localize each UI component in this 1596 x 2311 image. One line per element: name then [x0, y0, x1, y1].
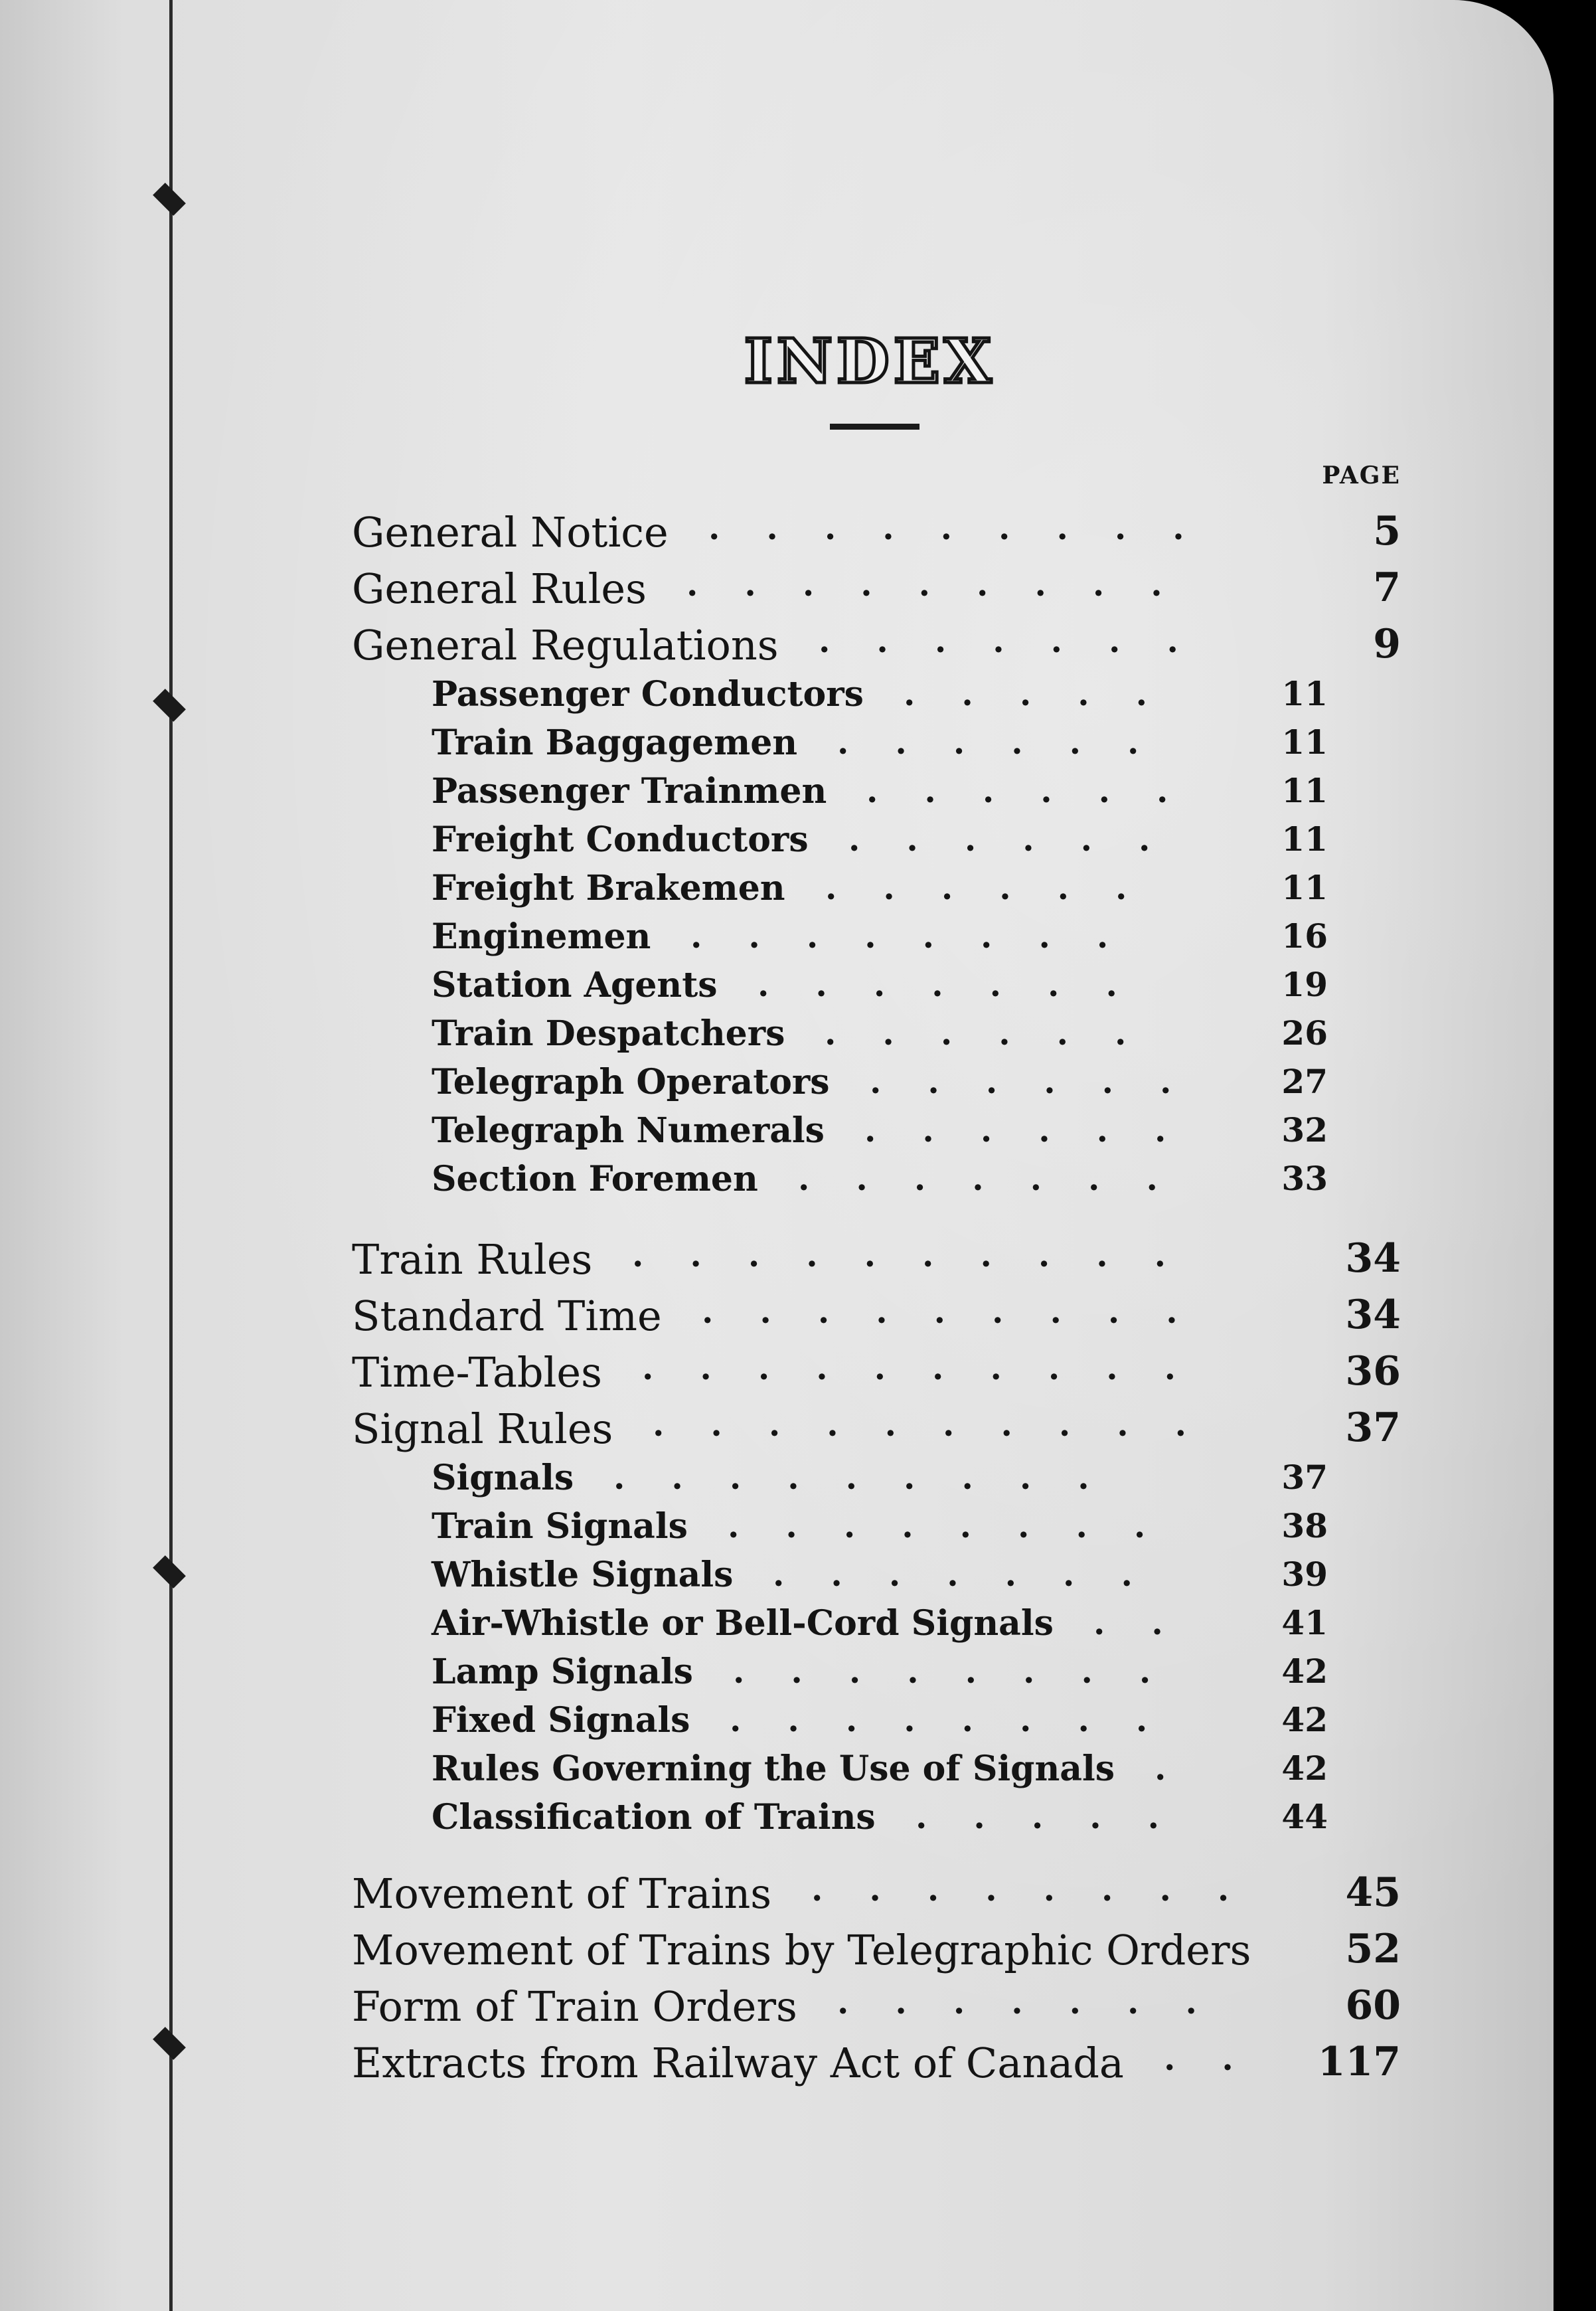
page-column-header: PAGE — [1322, 462, 1401, 489]
leader-dots: ...... — [848, 819, 1197, 859]
index-subentry — [0, 1506, 1554, 1559]
entry-label: Rules Governing the Use of Signals — [432, 1749, 1115, 1789]
entry-label: General Regulations — [352, 621, 779, 669]
index-entry — [0, 1405, 1554, 1458]
entry-label: Telegraph Numerals — [432, 1110, 825, 1151]
entry-page-number: 42 — [1281, 1652, 1328, 1691]
entry-label: General Notice — [352, 508, 669, 556]
leader-dots: ....... — [837, 1982, 1243, 2021]
entry-page-number: 42 — [1281, 1749, 1328, 1788]
leader-dots: ........ — [730, 1700, 1194, 1739]
leader-dots: ........ — [728, 1506, 1192, 1545]
leader-dots: ...... — [870, 1062, 1218, 1101]
index-entry — [0, 508, 1554, 561]
entry-label: Standard Time — [352, 1292, 662, 1340]
entry-page-number: 11 — [1281, 819, 1328, 859]
entry-page-number: 11 — [1281, 868, 1328, 907]
entry-label: Form of Train Orders — [352, 1982, 797, 2031]
leader-dots: ...... — [825, 1013, 1173, 1053]
entry-page-number: 45 — [1345, 1869, 1401, 1916]
entry-page-number: 117 — [1317, 2039, 1401, 2085]
leader-dots: ......... — [702, 1292, 1224, 1331]
entry-page-number: 37 — [1345, 1405, 1401, 1451]
leader-dots: ...... — [864, 1110, 1213, 1150]
leader-dots: ........ — [811, 1869, 1276, 1909]
leader-dots: ......... — [613, 1458, 1136, 1497]
index-subentry — [0, 1797, 1554, 1850]
entry-page-number: 27 — [1281, 1062, 1328, 1101]
entry-page-number: 16 — [1281, 916, 1328, 956]
index-subentry — [0, 1110, 1554, 1163]
leader-dots: .......... — [653, 1405, 1234, 1444]
entry-label: Lamp Signals — [432, 1652, 693, 1692]
leader-dots: .......... — [642, 1348, 1223, 1387]
entry-page-number: 60 — [1345, 1982, 1401, 2029]
index-subentry — [0, 771, 1554, 824]
leader-dots: ...... — [837, 723, 1186, 762]
entry-label: Air-Whistle or Bell-Cord Signals — [432, 1603, 1054, 1644]
index-subentry — [0, 916, 1554, 970]
index-entry — [0, 564, 1554, 618]
index-subentry — [0, 1700, 1554, 1753]
entry-page-number: 7 — [1373, 564, 1401, 611]
index-entry — [0, 621, 1554, 674]
binding-ornament-icon — [153, 183, 186, 216]
leader-dots: ........ — [733, 1652, 1198, 1691]
entry-page-number: 37 — [1281, 1458, 1328, 1497]
entry-label: Train Signals — [432, 1506, 688, 1547]
index-subentry — [0, 1555, 1554, 1608]
leader-dots: ...... — [866, 771, 1215, 810]
entry-label: Telegraph Operators — [432, 1062, 830, 1102]
index-entry — [0, 1982, 1554, 2035]
entry-label: Whistle Signals — [432, 1555, 734, 1595]
entry-page-number: 11 — [1281, 674, 1328, 713]
entry-label: Train Despatchers — [432, 1013, 785, 1054]
entry-label: Passenger Conductors — [432, 674, 864, 715]
index-subentry — [0, 1062, 1554, 1115]
entry-label: Station Agents — [432, 965, 718, 1005]
index-entry — [0, 2039, 1554, 2092]
index-entry — [0, 1348, 1554, 1401]
leader-dots: .......... — [632, 1235, 1213, 1274]
leader-dots: .. — [1164, 2039, 1280, 2078]
entry-page-number: 33 — [1281, 1159, 1328, 1198]
leader-dots: ..... — [904, 674, 1194, 713]
index-subentry — [0, 965, 1554, 1018]
entry-page-number: 5 — [1373, 508, 1401, 555]
entry-page-number: 32 — [1281, 1110, 1328, 1150]
entry-page-number: 39 — [1281, 1555, 1328, 1594]
index-entry — [0, 1869, 1554, 1923]
entry-page-number: 34 — [1345, 1235, 1401, 1282]
page-title: INDEX — [744, 325, 996, 397]
entry-page-number: 42 — [1281, 1700, 1328, 1739]
entry-page-number: 26 — [1281, 1013, 1328, 1053]
entry-page-number: 9 — [1373, 621, 1401, 667]
index-entry — [0, 1292, 1554, 1345]
entry-page-number: 19 — [1281, 965, 1328, 1004]
entry-label: Classification of Trains — [432, 1797, 876, 1838]
leader-dots: .. — [1093, 1603, 1210, 1642]
entry-page-number: 11 — [1281, 771, 1328, 810]
leader-dots: ....... — [773, 1555, 1179, 1594]
leader-dots: ...... — [825, 868, 1174, 907]
leader-dots: ........ — [690, 916, 1155, 956]
entry-page-number: 34 — [1345, 1292, 1401, 1338]
index-subentry — [0, 1458, 1554, 1511]
entry-page-number: 52 — [1345, 1926, 1401, 1972]
index-subentry — [0, 1603, 1554, 1656]
leader-dots: . — [1155, 1749, 1213, 1788]
title-underline — [830, 424, 919, 430]
index-subentry — [0, 1652, 1554, 1705]
entry-label: Signal Rules — [352, 1405, 613, 1453]
entry-label: Train Rules — [352, 1235, 593, 1284]
entry-page-number: 36 — [1345, 1348, 1401, 1395]
index-subentry — [0, 1159, 1554, 1212]
entry-label: Enginemen — [432, 916, 651, 957]
entry-label: Extracts from Railway Act of Canada — [352, 2039, 1124, 2087]
leader-dots: ..... — [916, 1797, 1206, 1836]
leader-dots: ......... — [708, 508, 1231, 547]
index-subentry — [0, 723, 1554, 776]
index-subentry — [0, 1013, 1554, 1067]
entry-label: Passenger Trainmen — [432, 771, 827, 812]
entry-page-number: 41 — [1281, 1603, 1328, 1642]
entry-page-number: 38 — [1281, 1506, 1328, 1545]
index-subentry — [0, 868, 1554, 921]
entry-label: Freight Brakemen — [432, 868, 785, 908]
entry-label: Freight Conductors — [432, 819, 809, 860]
entry-page-number: 11 — [1281, 723, 1328, 762]
entry-label: Time-Tables — [352, 1348, 602, 1397]
leader-dots: ....... — [819, 621, 1225, 660]
entry-page-number: 44 — [1281, 1797, 1328, 1836]
entry-label: Movement of Trains by Telegraphic Orders — [352, 1926, 1251, 1974]
entry-label: Section Foremen — [432, 1159, 758, 1199]
entry-label: Fixed Signals — [432, 1700, 690, 1741]
index-entry — [0, 1926, 1554, 1979]
leader-dots: ......... — [686, 564, 1209, 604]
index-entry — [0, 1235, 1554, 1288]
leader-dots: ....... — [798, 1159, 1204, 1198]
entry-label: Train Baggagemen — [432, 723, 798, 763]
index-subentry — [0, 674, 1554, 727]
index-subentry — [0, 1749, 1554, 1802]
entry-label: Movement of Trains — [352, 1869, 772, 1918]
entry-label: Signals — [432, 1458, 574, 1498]
index-subentry — [0, 819, 1554, 873]
leader-dots: ....... — [758, 965, 1164, 1004]
entry-label: General Rules — [352, 564, 647, 613]
